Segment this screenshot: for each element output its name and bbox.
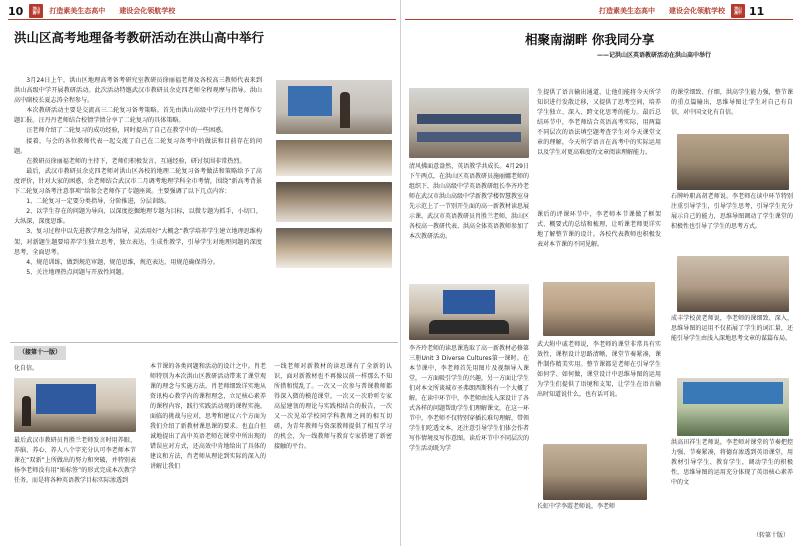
left-header-rule (8, 19, 396, 20)
audience-icon (429, 320, 509, 334)
right-col3-text-a: 的课堂细致、仔细，洪高学生能力强，整节课的重点篇输出，思维导图让学生对自己有自信，对中国文化有自信。 (671, 89, 793, 117)
right-col2-text-a: 生提供了语言输出通道，让他们能将今天所学知识进行发散迁移，又提供了思考空间，培养学生独立、深入、跨文化思考的能力。最后总结环节中，李老师结合英语高考实际，用两篇不同层次的语法填空题考查学生对今天课堂文章的理解，今天所学语言在高考中的实际运用以及学生对更高难度的文章阅读理解能力。 (537, 89, 661, 157)
photo-discussion (543, 282, 655, 336)
right-col3-caption3: 洪高田祥生老师说，李老师对课堂的节奏把控力强、节奏紧凑，将德育渗透到英语课堂，用教材引导学生、教育学生，调动学生的积极性，思维导图的运用充分体现了英语核心素养中的文 (671, 439, 793, 487)
school-logo-icon (29, 4, 43, 18)
right-col3-caption2: 成丰学校黄老师说，李老师的课细致、深入，思维导图的运用不仅拓展了学生的词汇量，还能引导学生由浅入深地思考文章的谋篇布局。 (671, 315, 793, 343)
paragraph: 汪老师介绍了二轮复习的成功经验，同时提出了自己在教学中的一些困惑。 (26, 127, 228, 135)
logo-text-bottom: 高中 (32, 10, 41, 15)
right-col2-caption: 武大附中戚老师说，李老师的课堂非常具有实效性，课程设计思路清晰，课堂节奏紧凑，课件制作精美实用。整节课都是老师在引导学生如何学、如何做，课堂设计中思维导图的运用为学生们提供了语境和支架，让学生在语言输出时知道说什么，也有话可说。 (537, 341, 661, 399)
speaker-figure-icon (22, 396, 31, 426)
logo-text-top: 洪山 (32, 5, 41, 11)
right-col2-text-b: 课后的评课环节中，李老师本节课做了框架式、概要式的总结和梳理，让听课老师更详实地了解整节课的设计。各校代表教师也积极发表对本节课的不同见解。 (537, 211, 661, 249)
right-col2-bottom-caption: 长虹中学李霞老师说，李老师 (537, 503, 616, 510)
desk-row-icon (417, 132, 521, 142)
left-page-number: 10 (8, 4, 24, 18)
left-article-body (14, 76, 262, 344)
right-article-title: 相聚南湖畔 你我同分享 (525, 32, 655, 47)
bottom-photo-caption: 最后武汉市教研员肖胜兰老师发言时用养眼、养脑、养心、养人八个字充分认可李老师本节课在“双新”上所做出的努力和突破，并特别表扬李老师没有用“贴标签”的形式完成本次教学任务，而是将各种英语教学目标实际渗透到 (14, 437, 136, 484)
right-page (400, 0, 800, 546)
paragraph: 最后，武汉市教研员余克四老师对洪山区各校的地理二轮复习备考做法和策略给予了高度评价，针对大家的困惑，余老师结合武汉市二月调考地理学科全市考情，围绕“新高考背景下二轮复习备考注意事项”给参会老师作了专题座谈。主要强调了以下几点内容： (14, 167, 262, 196)
desk-row-icon (417, 114, 521, 124)
bottom-col1-top: 化自信。 (14, 365, 39, 372)
photo-meeting-3 (276, 228, 392, 268)
photo-teacher-huang (677, 256, 789, 312)
photo-teacher-speaking (543, 444, 647, 500)
right-col1-text: 清风拂面意盎然，英语教学共成长。4月29日下午两点，在洪山区英语教研员施丽娜老师的组织下，洪山高级中学英语教研组长李齐玲老师在武汉市洪山高级中学新教学楼智慧教室身先示范上了一节别开生面的高一新教材读思展示课。武汉市英语教研员肖胜兰老师，洪山区各校高一教研代表、洪高全体英语教师参加了本次教研活动。 (409, 163, 529, 241)
left-article-title: 洪山区高考地理备考教研活动在洪山高中举行 (14, 30, 265, 45)
projector-screen-icon (36, 384, 96, 414)
photo-report-presentation (276, 80, 392, 134)
right-slogan-a: 打造素美生态高中 (599, 7, 655, 15)
paragraph: 本次教研活动主要是交流高三二轮复习备考策略。首先由洪山高级中学汪丹丹老师作专题汇报。汪丹丹老师结合校情学情分享了二轮复习的具体策略。 (14, 107, 262, 125)
logo-text-top: 洪山 (734, 5, 742, 11)
photo-english-lecture (14, 378, 136, 432)
photo-teacher-tian (677, 378, 789, 436)
photo-teacher-lecture (409, 284, 529, 340)
section-divider (10, 342, 398, 343)
right-header-rule (405, 19, 793, 20)
paragraph: 5、关注地理热点问题与开放性问题。 (26, 268, 128, 276)
paragraph: 在教研员徐丽福老师的主持下，老师们积极发言，互通经验，研讨氛围非常热烈。 (26, 157, 246, 165)
projector-screen-icon (443, 290, 495, 314)
left-header (8, 4, 175, 18)
right-col1-caption: 李齐玲老师的读思课选取了高一新教材必修第三册Unit 3 Diverse Cultures第一课时。在本节课中，李老师首先用图片及视频导入课堂，一方面吸引学生的兴趣，另一方面让学生们对本文所谈城市圣弗朗西斯科有一个大概了解。在读中环节中，李老师由浅入深设计了各式各样的问题帮助学生们理解课文，在这一环节中，李老师不仅特别穿插长难句理解，带领学生们吃透文本，还注意引导学生们体会作者写作情境及写作意图。读后环节中不同层次的学生活动既为学 (409, 345, 529, 453)
photo-teacher-hu (677, 134, 789, 190)
logo-text-bottom: 高中 (734, 10, 742, 15)
right-slogan-b: 建设会化领航学校 (669, 7, 725, 15)
projector-screen-icon (288, 86, 332, 116)
banner-screen-icon (683, 382, 783, 404)
paragraph: 3、复习过程中以先进教学理念为指导，灵活用好“大概念”教学培养学生建立地理思维构架，对新题生题要培养学生独立思考，独立表达，生成性教学，引导学生对地理问题的深度思考，全面思考。 (14, 228, 262, 256)
left-slogan-a: 打造素美生态高中 (49, 7, 106, 15)
speaker-figure-icon (340, 92, 350, 128)
photo-classroom-wide (409, 88, 529, 158)
right-article-subtitle: ——记洪山区英语教研活动在洪山高中举行 (597, 52, 712, 59)
paragraph: 3月24日上午，洪山区地理高考备考研究室教研员徐丽福老师及各校高三教师代表来到洪山高级中学开展教研活动。此次活动特邀武汉市教研员余克四老师全程观摩与指导。洪山高中副校长夏志涛全程参与。 (14, 77, 262, 105)
paragraph: 2、以学生存在的问题为导向，以深度挖掘地理专题为目标，以微专题为抓手，小切口，大纵深，深度思维。 (14, 208, 262, 226)
photo-meeting-1 (276, 140, 392, 176)
paragraph: 4、规范训练，做到规范审题，规范思维，规范表达，用规范确保得分。 (26, 258, 219, 266)
right-col3-caption1: 石牌岭职高胡老师说，李老师在读中环节特别注重引导学生，引导学生思考，引导学生充分展示自己的能力，思维导图调动了学生课堂的积极性也引导了学生的思考方式。 (671, 193, 793, 231)
bottom-col2: 本节课的各类问题和活动的设计之中。肖老师特别为本次洪山区教研活动带来了课堂观课的理念与实施方法。肖老师细致详实地从资讯构心教学内的课程理念，立足核心素养的课程内容，践行实践活动观的课程实施，面临的挑战与应对，思考和建议六个方面为我们介绍了新教材课思课的要求。也直白但诚地提出了高中英语老师在课堂中所出现的错误应对方式，还高效中肯地给出了具体的建议和方法，肖老师从理论到实际的深入的讲解让我们 (150, 363, 266, 471)
right-header (599, 4, 764, 18)
right-page-number: 11 (749, 4, 765, 18)
paragraph: 1、二轮复习一定要分类指导，分阶推进，分层训练。 (26, 198, 171, 206)
left-slogan-b: 建设会化领航学校 (119, 7, 176, 15)
paragraph: 接着，与会的各位教师代表一起交流了自己在二轮复习备考中的做法和目前存在的问题。 (14, 137, 262, 155)
photo-meeting-2 (276, 182, 392, 222)
continued-from-tag: （接第十一版） (14, 346, 66, 360)
school-logo-icon (731, 4, 745, 18)
continue-note: （转第十版） (753, 532, 790, 539)
bottom-col3: 一线老师对新教材的读思课有了全新的认识，面对新教材也不再像以前一样那么不知所措和慌乱了。一次又一次参与普课教师都得深入微的模范课堂，一次又一次聆听专家高屋建瓴的理论与实践相结合的报告，一次又一次见弟学校同学科教师之间的相互切磋，为青年教师与资深教师提供了相互学习的机会，为一线教师与教育专家搭建了新密接触的平台。 (274, 363, 392, 451)
